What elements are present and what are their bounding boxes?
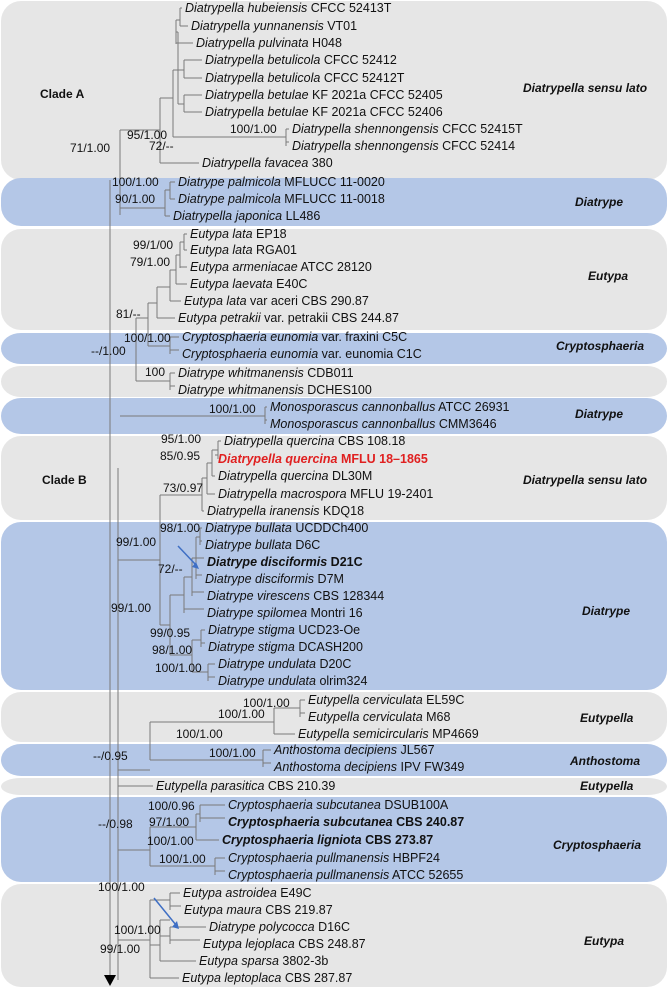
taxon-genus: Diatrypella japonica bbox=[173, 209, 283, 223]
taxon-strain: MFLUCC 11-0020 bbox=[280, 175, 385, 189]
support-value: 98/1.00 bbox=[160, 521, 201, 535]
taxon-label bbox=[218, 452, 428, 466]
taxon-label bbox=[292, 139, 515, 153]
taxon-genus: Eutypa lata bbox=[184, 294, 247, 308]
taxon-label bbox=[190, 260, 372, 274]
taxon-genus: Diatrypella yunnanensis bbox=[191, 19, 324, 33]
taxon-label bbox=[218, 657, 351, 671]
taxon-genus: Eutypa laevata bbox=[190, 277, 273, 291]
taxon-strain: CFCC 52414 bbox=[438, 139, 516, 153]
taxon-label bbox=[270, 417, 497, 431]
taxon-strain: Montri 16 bbox=[307, 606, 363, 620]
taxon-strain: 3802-3b bbox=[278, 954, 329, 968]
support-value: 100 bbox=[145, 365, 166, 379]
taxon-genus: Diatrype polycocca bbox=[209, 920, 315, 934]
taxon-strain: var. fraxini C5C bbox=[318, 330, 408, 344]
taxon-label bbox=[228, 815, 464, 829]
taxon-genus: Cryptosphaeria pullmanensis bbox=[228, 868, 390, 882]
taxon-strain: D6C bbox=[291, 538, 321, 552]
taxon-genus: Eutypa astroidea bbox=[183, 886, 277, 900]
taxon-strain: KF 2021a CFCC 52405 bbox=[308, 88, 443, 102]
taxon-label bbox=[178, 366, 354, 380]
taxon-genus: Diatrype bullata bbox=[205, 538, 292, 552]
taxon-genus: Eutypa leptoplaca bbox=[182, 971, 282, 985]
taxon-strain: UCDDCh400 bbox=[291, 521, 369, 535]
support-value: 100/1.00 bbox=[112, 175, 159, 189]
taxon-strain: CFCC 52415T bbox=[438, 122, 523, 136]
taxon-strain: M68 bbox=[422, 710, 451, 724]
taxon-genus: Diatrypella betulicola bbox=[205, 53, 321, 67]
taxon-genus: Eutypella cerviculata bbox=[308, 693, 423, 707]
taxon-strain: ATCC 28120 bbox=[297, 260, 372, 274]
taxon-strain: D21C bbox=[327, 555, 363, 569]
taxon-genus: Monosporascus cannonballus bbox=[270, 417, 436, 431]
taxon-label bbox=[218, 487, 433, 501]
support-value: 79/1.00 bbox=[130, 255, 171, 269]
taxon-genus: Diatrype palmicola bbox=[178, 192, 281, 206]
taxon-genus: Diatrypella shennongensis bbox=[292, 139, 439, 153]
taxon-label bbox=[183, 886, 312, 900]
support-value: 100/1.00 bbox=[209, 402, 256, 416]
taxon-genus: Cryptosphaeria subcutanea bbox=[228, 798, 381, 812]
clade-label: Diatrype bbox=[575, 407, 624, 421]
taxon-label bbox=[205, 88, 443, 102]
taxon-label bbox=[173, 209, 320, 223]
group-label: Clade B bbox=[42, 473, 87, 487]
taxon-label bbox=[205, 572, 344, 586]
support-value: 100/1.00 bbox=[147, 834, 194, 848]
taxon-genus: Eutypa sparsa bbox=[199, 954, 279, 968]
taxon-strain: 380 bbox=[308, 156, 333, 170]
taxon-label bbox=[228, 851, 440, 865]
taxon-label bbox=[199, 954, 328, 968]
support-value: 95/1.00 bbox=[127, 128, 168, 142]
taxon-strain: RGA01 bbox=[252, 243, 298, 257]
taxon-label bbox=[178, 192, 385, 206]
taxon-genus: Monosporascus cannonballus bbox=[270, 400, 436, 414]
taxon-label bbox=[182, 347, 422, 361]
taxon-label bbox=[184, 294, 369, 308]
taxon-genus: Eutypa maura bbox=[184, 903, 262, 917]
taxon-strain: CBS 273.87 bbox=[361, 833, 434, 847]
taxon-strain: CBS 210.39 bbox=[264, 779, 336, 793]
support-value: --/0.98 bbox=[98, 817, 133, 831]
taxon-strain: CBS 128344 bbox=[309, 589, 385, 603]
taxon-strain: var aceri CBS 290.87 bbox=[246, 294, 369, 308]
taxon-strain: JL567 bbox=[397, 743, 435, 757]
taxon-genus: Diatrypella pulvinata bbox=[196, 36, 309, 50]
taxon-strain: CFCC 52413T bbox=[307, 1, 392, 15]
taxon-genus: Diatrypella favacea bbox=[202, 156, 309, 170]
taxon-strain: LL486 bbox=[282, 209, 321, 223]
taxon-genus: Diatrype palmicola bbox=[178, 175, 281, 189]
support-value: 85/0.95 bbox=[160, 449, 201, 463]
taxon-genus: Diatrypella betulae bbox=[205, 88, 309, 102]
taxon-genus: Diatrype bullata bbox=[205, 521, 292, 535]
taxon-label bbox=[228, 868, 463, 882]
support-value: 95/1.00 bbox=[161, 432, 202, 446]
clade-label: Anthostoma bbox=[570, 754, 640, 768]
taxon-strain: E40C bbox=[272, 277, 308, 291]
taxon-genus: Diatrype spilomea bbox=[207, 606, 308, 620]
taxon-genus: Diatrype undulata bbox=[218, 674, 316, 688]
taxon-strain: VT01 bbox=[323, 19, 358, 33]
taxon-genus: Diatrype whitmanensis bbox=[178, 383, 304, 397]
taxon-label bbox=[185, 1, 392, 15]
group-label: Clade A bbox=[40, 87, 85, 101]
clade-label: Cryptosphaeria bbox=[556, 339, 645, 353]
taxon-strain: DL30M bbox=[328, 469, 373, 483]
taxon-label bbox=[208, 623, 360, 637]
taxon-strain: MFLU 18–1865 bbox=[337, 452, 428, 466]
taxon-genus: Diatrypella macrospora bbox=[218, 487, 347, 501]
support-value: 73/0.97 bbox=[163, 481, 204, 495]
taxon-genus: Cryptosphaeria pullmanensis bbox=[228, 851, 390, 865]
taxon-strain: CBS 248.87 bbox=[294, 937, 366, 951]
taxon-strain: MFLU 19-2401 bbox=[346, 487, 434, 501]
taxon-genus: Anthostoma decipiens bbox=[274, 743, 397, 757]
clade-label: Cryptosphaeria bbox=[553, 838, 642, 852]
taxon-strain: ATCC 52655 bbox=[389, 868, 464, 882]
taxon-strain: CBS 219.87 bbox=[261, 903, 333, 917]
support-value: 72/-- bbox=[158, 562, 183, 576]
support-value: --/0.95 bbox=[93, 749, 128, 763]
taxon-label bbox=[308, 710, 450, 724]
taxon-strain: KDQ18 bbox=[319, 504, 365, 518]
support-value: 99/1/00 bbox=[133, 238, 174, 252]
support-value: --/1.00 bbox=[91, 344, 126, 358]
taxon-label bbox=[207, 606, 363, 620]
support-value: 100/0.96 bbox=[148, 799, 195, 813]
taxon-label bbox=[205, 521, 368, 535]
support-value: 98/1.00 bbox=[152, 643, 193, 657]
taxon-label bbox=[218, 674, 367, 688]
support-value: 72/-- bbox=[149, 139, 174, 153]
taxon-label bbox=[207, 504, 364, 518]
taxon-strain: CBS 240.87 bbox=[392, 815, 465, 829]
taxon-label bbox=[190, 227, 287, 241]
taxon-genus: Cryptosphaeria eunomia bbox=[182, 330, 319, 344]
taxon-strain: KF 2021a CFCC 52406 bbox=[308, 105, 443, 119]
clade-label: Eutypella bbox=[580, 711, 634, 725]
taxon-label bbox=[205, 71, 405, 85]
taxon-label bbox=[203, 937, 366, 951]
taxon-strain: D7M bbox=[314, 572, 344, 586]
taxon-genus: Diatrypella quercina bbox=[218, 452, 338, 466]
taxon-genus: Eutypa lata bbox=[190, 243, 253, 257]
taxon-genus: Diatrype whitmanensis bbox=[178, 366, 304, 380]
support-value: 71/1.00 bbox=[70, 141, 111, 155]
support-value: 100/1.00 bbox=[230, 122, 277, 136]
taxon-strain: DCHES100 bbox=[303, 383, 372, 397]
support-value: 100/1.00 bbox=[243, 696, 290, 710]
support-value: 100/1.00 bbox=[218, 707, 265, 721]
taxon-label bbox=[207, 589, 384, 603]
clade-label: Diatrype bbox=[582, 604, 631, 618]
taxon-label bbox=[209, 920, 350, 934]
taxon-genus: Cryptosphaeria ligniota bbox=[222, 833, 362, 847]
taxon-genus: Diatrype virescens bbox=[207, 589, 310, 603]
support-value: 97/1.00 bbox=[149, 815, 190, 829]
taxon-strain: DSUB100A bbox=[380, 798, 449, 812]
taxon-label bbox=[273, 760, 464, 774]
taxon-label bbox=[191, 19, 357, 33]
taxon-genus: Cryptosphaeria eunomia bbox=[182, 347, 319, 361]
taxon-label bbox=[208, 640, 363, 654]
support-value: 99/1.00 bbox=[111, 601, 152, 615]
taxon-strain: HBPF24 bbox=[389, 851, 440, 865]
taxon-label bbox=[182, 330, 407, 344]
taxon-label bbox=[190, 277, 307, 291]
taxon-strain: D16C bbox=[314, 920, 351, 934]
taxon-strain: CFCC 52412T bbox=[320, 71, 405, 85]
support-value: 100/1.00 bbox=[159, 852, 206, 866]
taxon-strain: UCD23-Oe bbox=[294, 623, 361, 637]
support-value: 99/0.95 bbox=[150, 626, 191, 640]
clade-label: Eutypa bbox=[588, 269, 629, 283]
taxon-label bbox=[205, 538, 320, 552]
taxon-strain: var. eunomia C1C bbox=[318, 347, 422, 361]
clade-label: Diatrypella sensu lato bbox=[523, 81, 648, 95]
taxon-genus: Diatrype undulata bbox=[218, 657, 316, 671]
support-value: 100/1.00 bbox=[124, 331, 171, 345]
taxon-strain: MP4669 bbox=[428, 727, 479, 741]
taxon-label bbox=[178, 175, 385, 189]
taxon-label bbox=[190, 243, 297, 257]
taxon-label bbox=[205, 53, 397, 67]
taxon-strain: var. petrakii CBS 244.87 bbox=[260, 311, 399, 325]
taxon-genus: Diatrypella quercina bbox=[218, 469, 329, 483]
support-value: 100/1.00 bbox=[155, 661, 202, 675]
support-value: 100/1.00 bbox=[209, 746, 256, 760]
taxon-strain: olrim324 bbox=[315, 674, 368, 688]
taxon-strain: MFLUCC 11-0018 bbox=[280, 192, 385, 206]
taxon-genus: Diatrypella hubeiensis bbox=[185, 1, 308, 15]
taxon-label bbox=[196, 36, 342, 50]
support-value: 81/-- bbox=[116, 307, 141, 321]
taxon-strain: CDB011 bbox=[303, 366, 354, 380]
taxon-strain: D20C bbox=[315, 657, 352, 671]
taxon-label bbox=[184, 903, 333, 917]
taxon-genus: Eutypa petrakii bbox=[178, 311, 261, 325]
taxon-genus: Eutypa lata bbox=[190, 227, 253, 241]
clade-label: Diatrype bbox=[575, 195, 624, 209]
taxon-strain: CBS 287.87 bbox=[281, 971, 353, 985]
clade-label: Diatrypella sensu lato bbox=[523, 473, 648, 487]
taxon-label bbox=[205, 105, 443, 119]
support-value: 100/1.00 bbox=[176, 727, 223, 741]
taxon-strain: CBS 108.18 bbox=[334, 434, 406, 448]
taxon-strain: CMM3646 bbox=[435, 417, 497, 431]
taxon-genus: Diatrypella betulae bbox=[205, 105, 309, 119]
taxon-strain: CFCC 52412 bbox=[320, 53, 397, 67]
taxon-label bbox=[292, 122, 523, 136]
taxon-strain: EP18 bbox=[252, 227, 287, 241]
taxon-genus: Eutypella cerviculata bbox=[308, 710, 423, 724]
taxon-genus: Diatrypella iranensis bbox=[207, 504, 320, 518]
taxon-genus: Eutypella semicircularis bbox=[298, 727, 429, 741]
taxon-genus: Anthostoma decipiens bbox=[274, 760, 397, 774]
taxon-label bbox=[273, 743, 435, 757]
taxon-label bbox=[222, 833, 433, 847]
taxon-genus: Eutypella parasitica bbox=[156, 779, 265, 793]
taxon-label bbox=[182, 971, 352, 985]
taxon-label bbox=[207, 555, 363, 569]
taxon-strain: E49C bbox=[276, 886, 312, 900]
taxon-label bbox=[202, 156, 333, 170]
taxon-genus: Diatrypella betulicola bbox=[205, 71, 321, 85]
support-value: 100/1.00 bbox=[114, 923, 161, 937]
taxon-label bbox=[270, 400, 510, 414]
taxon-genus: Eutypa lejoplaca bbox=[203, 937, 295, 951]
taxon-label bbox=[178, 383, 372, 397]
taxon-genus: Cryptosphaeria subcutanea bbox=[228, 815, 393, 829]
taxon-strain: EL59C bbox=[422, 693, 465, 707]
taxon-genus: Diatrype stigma bbox=[208, 623, 295, 637]
taxon-strain: DCASH200 bbox=[294, 640, 363, 654]
taxon-genus: Diatrype disciformis bbox=[205, 572, 315, 586]
taxon-label bbox=[224, 434, 405, 448]
taxon-label bbox=[308, 693, 464, 707]
taxon-label bbox=[156, 779, 335, 793]
support-value: 100/1.00 bbox=[98, 880, 145, 894]
taxon-genus: Diatrypella quercina bbox=[224, 434, 335, 448]
support-value: 99/1.00 bbox=[100, 942, 141, 956]
taxon-genus: Diatrypella shennongensis bbox=[292, 122, 439, 136]
taxon-genus: Eutypa armeniacae bbox=[190, 260, 298, 274]
clade-label: Eutypa bbox=[584, 934, 625, 948]
support-value: 99/1.00 bbox=[116, 535, 157, 549]
clade-label: Eutypella bbox=[580, 779, 634, 793]
taxon-strain: ATCC 26931 bbox=[435, 400, 510, 414]
taxon-label bbox=[218, 469, 372, 483]
taxon-label bbox=[298, 727, 479, 741]
taxon-genus: Diatrype disciformis bbox=[207, 555, 328, 569]
support-value: 90/1.00 bbox=[115, 192, 156, 206]
taxon-label bbox=[228, 798, 449, 812]
taxon-strain: H048 bbox=[308, 36, 342, 50]
taxon-strain: IPV FW349 bbox=[397, 760, 465, 774]
taxon-genus: Diatrype stigma bbox=[208, 640, 295, 654]
taxon-label bbox=[178, 311, 399, 325]
